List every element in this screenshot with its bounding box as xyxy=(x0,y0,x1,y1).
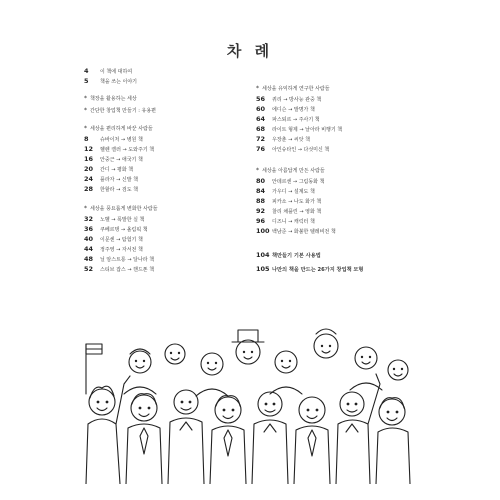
entry-title: 퀴리 → 방사능 관중 책 xyxy=(272,97,322,103)
section-heading xyxy=(256,84,436,94)
section-heading xyxy=(256,166,436,176)
section-title: 세상을 편리하게 바꾼 사람들 xyxy=(90,126,153,132)
person-head xyxy=(236,340,260,364)
page-number: 56 xyxy=(256,95,266,103)
star-icon: * xyxy=(84,205,87,212)
entry-title: 우장춘 → 씨앗 책 xyxy=(272,137,310,143)
page-number: 96 xyxy=(256,217,266,225)
entry-title: 아인슈타인 → 다섯미신 책 xyxy=(272,147,330,153)
entry-title: 닐 암스트롱 → 달나라 책 xyxy=(100,257,155,263)
page-number: 44 xyxy=(84,245,94,253)
page-number: 4 xyxy=(84,67,89,75)
page-number: 92 xyxy=(256,207,266,215)
entry-title: 헬렌 켈러 → 도와주기 책 xyxy=(100,147,155,153)
entry-title: 백남준 → 화불한 텔레비전 책 xyxy=(272,229,336,235)
toc-entry xyxy=(256,144,436,154)
person-head xyxy=(275,351,297,373)
person-head xyxy=(131,395,157,421)
page-number: 5 xyxy=(84,77,89,85)
entry-title: 책을 쓰는 이야기 xyxy=(100,79,137,85)
page-number: 48 xyxy=(84,255,94,263)
toc-entry xyxy=(84,154,264,164)
toc-entry xyxy=(256,186,436,196)
note-item xyxy=(84,94,264,104)
section-heading xyxy=(84,124,264,134)
page-number: 60 xyxy=(256,105,266,113)
page-title: 차 례 xyxy=(226,42,274,60)
toc-entry xyxy=(84,234,264,244)
toc-entry xyxy=(256,264,436,274)
toc-entry xyxy=(84,164,264,174)
toc-entry xyxy=(256,114,436,124)
person-head xyxy=(89,389,115,415)
page-number: 28 xyxy=(84,185,94,193)
star-icon: * xyxy=(84,125,87,132)
toc-entry xyxy=(84,144,264,154)
page-number: 16 xyxy=(84,155,94,163)
crowd-illustration xyxy=(80,324,424,484)
toc-entry xyxy=(84,244,264,254)
page-number: 88 xyxy=(256,197,266,205)
page-number: 32 xyxy=(84,215,94,223)
entry-title: 나만의 책을 만드는 26가지 창업책 모형 xyxy=(272,267,364,273)
toc-entry xyxy=(84,134,264,144)
entry-title: 디즈니 → 캐릭터 책 xyxy=(272,219,315,225)
note-text: 책장을 활용하는 세상 xyxy=(90,96,137,102)
entry-title: 쿠베르탱 → 올림픽 책 xyxy=(100,227,148,233)
entry-title: 파스퇴르 → 주사기 책 xyxy=(272,117,320,123)
page-number: 105 xyxy=(256,265,270,273)
toc-entry xyxy=(256,104,436,114)
page-number: 100 xyxy=(256,227,270,235)
star-icon: * xyxy=(256,167,259,174)
entry-title: 한할라 → 검도 책 xyxy=(100,187,138,193)
section-heading xyxy=(84,204,264,214)
page-number: 36 xyxy=(84,225,94,233)
entry-title: 피카소 → 나도 화가 책 xyxy=(272,199,322,205)
section-title: 세상을 유익하게 연구한 사람들 xyxy=(262,86,330,92)
toc-entry xyxy=(256,206,436,216)
person-head xyxy=(215,397,241,423)
document-page xyxy=(60,6,440,494)
toc-entry xyxy=(84,66,264,76)
person-head xyxy=(129,351,151,373)
toc-entry xyxy=(256,94,436,104)
toc-entry xyxy=(84,264,264,274)
toc-entry xyxy=(84,76,264,86)
page-number: 24 xyxy=(84,175,94,183)
entry-title: 이문센 → 탐험기 책 xyxy=(100,237,143,243)
entry-title: 에디슨 → 발명가 책 xyxy=(272,107,315,113)
toc-entry xyxy=(84,224,264,234)
page-number: 64 xyxy=(256,115,266,123)
entry-title: 안데르센 → 그림동화 책 xyxy=(272,179,325,185)
toc-entry xyxy=(84,184,264,194)
page-number: 68 xyxy=(256,125,266,133)
section-title: 세상을 풍요롭게 변화한 사람들 xyxy=(90,206,158,212)
note-text: 간단한 창업책 만들기 : 유용편 xyxy=(90,108,157,114)
entry-title: 라이트 형제 → 날아라 비행기 책 xyxy=(272,127,343,133)
person-head xyxy=(201,353,223,375)
entry-title: 가우디 → 설계도 책 xyxy=(272,189,315,195)
entry-title: 슈바이처 → 병원 책 xyxy=(100,137,143,143)
entry-title: 안중근 → 애국기 책 xyxy=(100,157,143,163)
toc-entry xyxy=(256,226,436,236)
entry-title: 찰리 채플린 → 영화 책 xyxy=(272,209,322,215)
page-number: 8 xyxy=(84,135,89,143)
entry-title: 간디 → 평화 책 xyxy=(100,167,134,173)
section-title: 세상을 아름답게 만든 사람들 xyxy=(262,168,325,174)
person-head xyxy=(165,344,185,364)
toc-entry xyxy=(256,250,436,260)
page-number: 80 xyxy=(256,177,266,185)
page-number: 76 xyxy=(256,145,266,153)
page-number: 84 xyxy=(256,187,266,195)
entry-title: 노벨 → 폭발한 실 책 xyxy=(100,217,145,223)
page-number: 40 xyxy=(84,235,94,243)
star-icon: * xyxy=(84,107,87,114)
star-icon: * xyxy=(256,85,259,92)
page-number: 20 xyxy=(84,165,94,173)
toc-entry xyxy=(256,124,436,134)
page-number: 52 xyxy=(84,265,94,273)
entry-title: 정주영 → 자서전 책 xyxy=(100,247,143,253)
person-head xyxy=(355,347,377,369)
note-item xyxy=(84,106,264,116)
page-number: 104 xyxy=(256,251,270,259)
page-number: 12 xyxy=(84,145,94,153)
toc-entry xyxy=(84,174,264,184)
toc-entry xyxy=(256,216,436,226)
toc-entry xyxy=(84,214,264,224)
entry-title: 책만들기 기본 사용법 xyxy=(272,253,321,259)
page-number: 72 xyxy=(256,135,266,143)
toc-entry xyxy=(256,176,436,186)
toc-entry xyxy=(256,196,436,206)
person-head xyxy=(388,360,408,380)
toc-left-column xyxy=(84,66,264,274)
person-head xyxy=(299,397,325,423)
person-head xyxy=(314,334,338,358)
toc-right-column xyxy=(256,84,436,274)
person-head xyxy=(379,399,405,425)
toc-entry xyxy=(84,254,264,264)
toc-entry xyxy=(256,134,436,144)
star-icon: * xyxy=(84,95,87,102)
entry-title: 이 책에 대하여 xyxy=(100,69,133,75)
entry-title: 스티브 잡스 → 핸드폰 책 xyxy=(100,267,155,273)
entry-title: 플라자 → 신발 책 xyxy=(100,177,138,183)
